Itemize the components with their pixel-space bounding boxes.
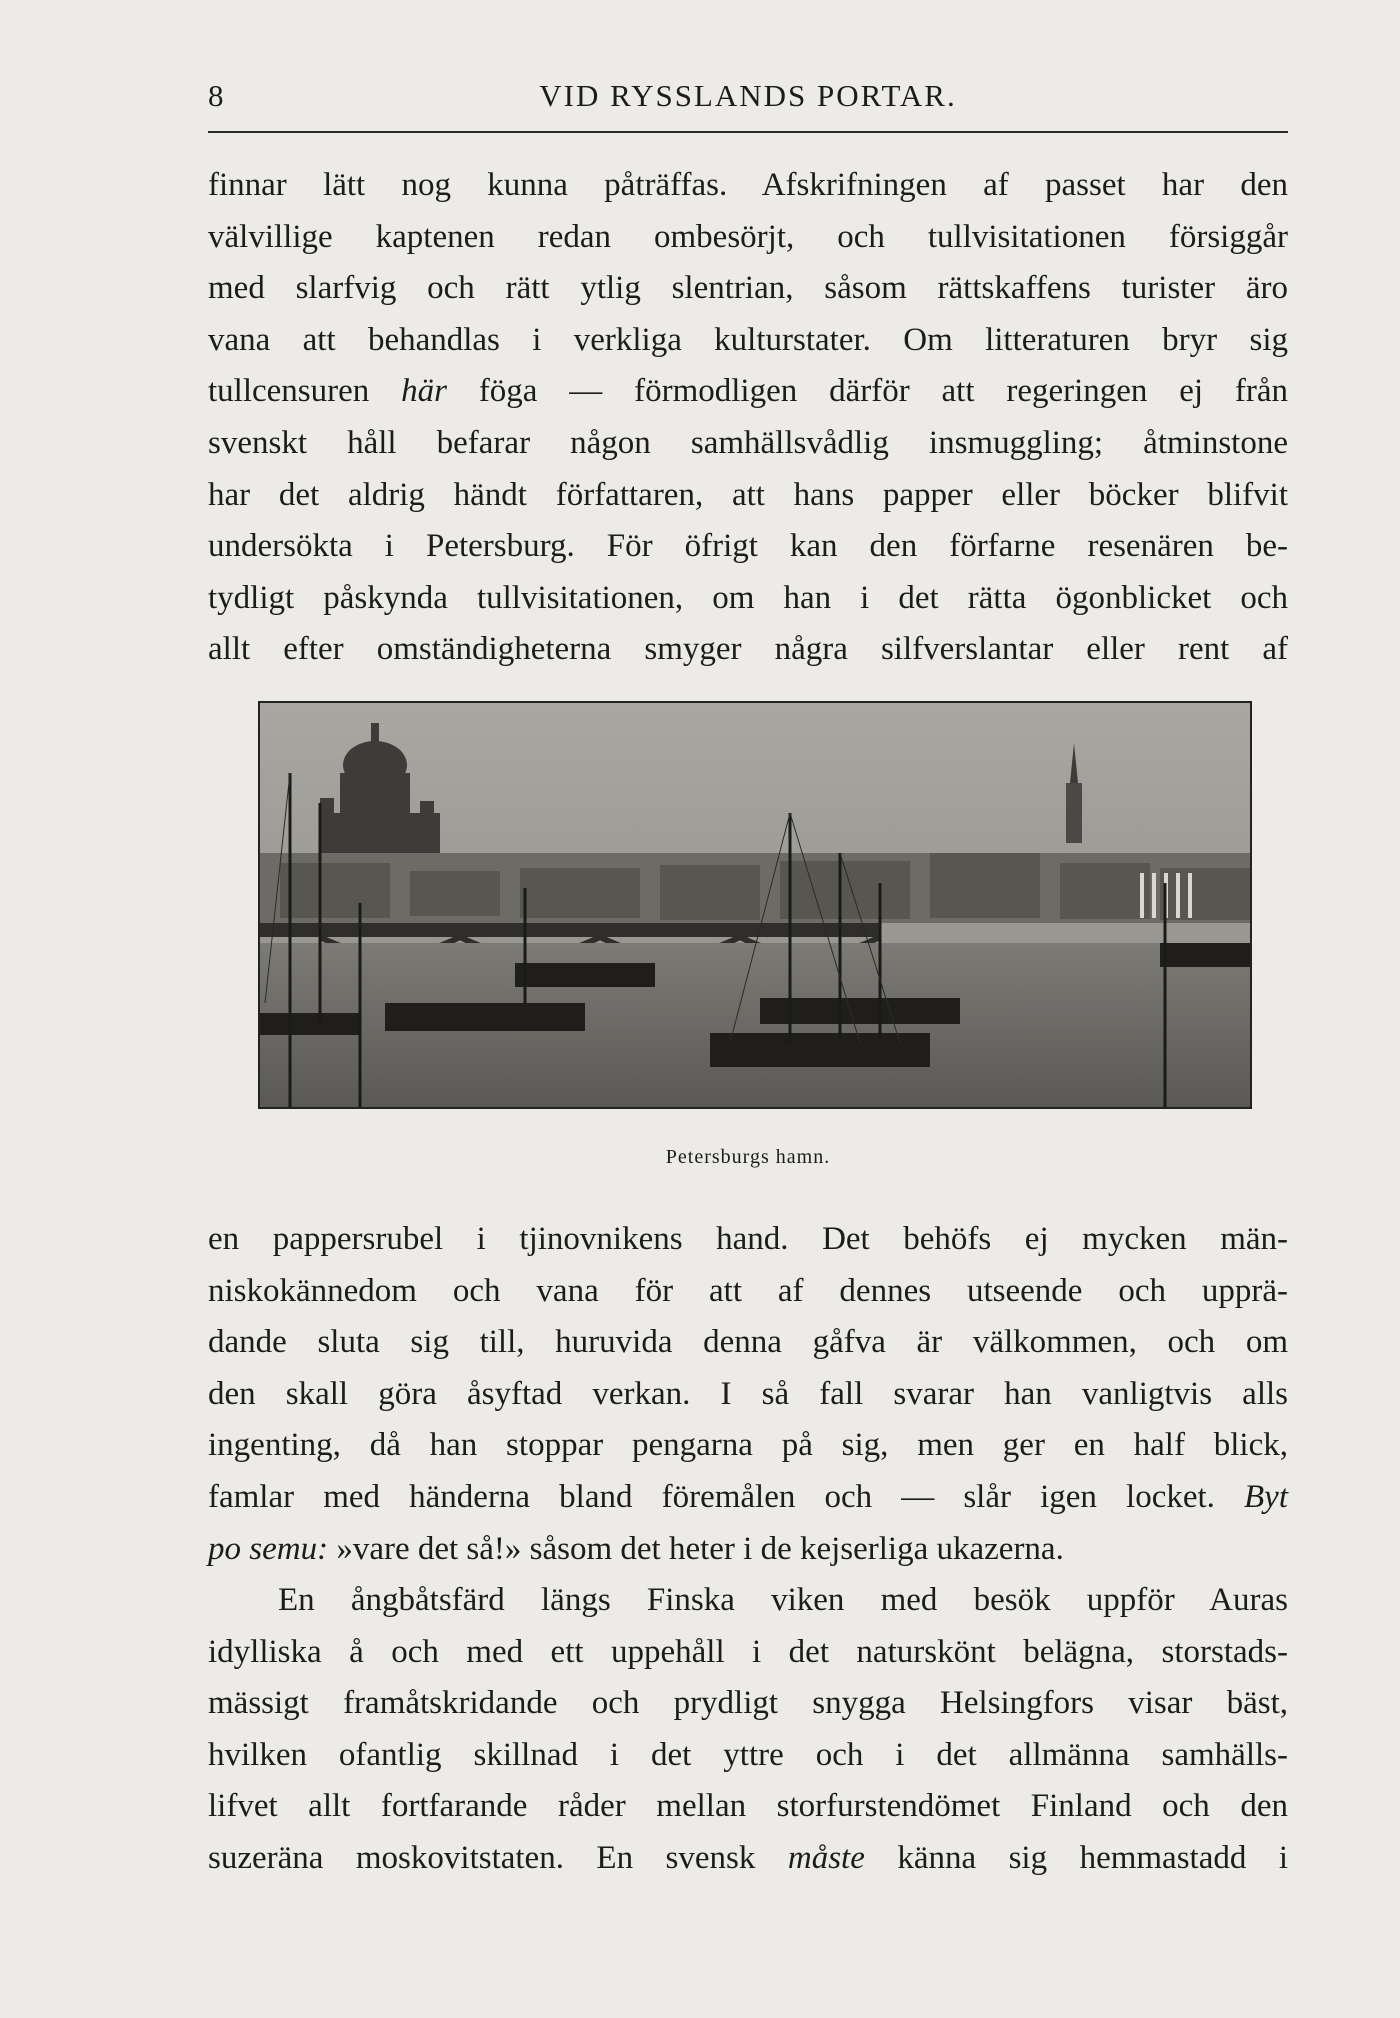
text-line: niskokännedom och vana för att af dennes utseende och upprä- bbox=[208, 1272, 1288, 1309]
paragraph-3 bbox=[208, 1575, 1288, 1885]
text-line: svenskt håll befarar någon samhällsvådlig insmuggling; åtminstone bbox=[208, 424, 1288, 461]
text-run: famlar med händerna bland föremålen och — slår igen locket. bbox=[208, 1478, 1215, 1515]
figure-caption: Petersburgs hamn. bbox=[665, 1146, 831, 1168]
text-line: välvillige kaptenen redan ombesörjt, och tullvisitationen försiggår bbox=[208, 218, 1288, 255]
running-title: VID RYSSLANDS PORTAR. bbox=[539, 78, 957, 113]
text-line: en pappersrubel i tjinovnikens hand. Det behöfs ej mycken män- bbox=[208, 1221, 1288, 1257]
text-line: vana att behandlas i verkliga kulturstater. Om litteraturen bryr sig bbox=[208, 321, 1288, 358]
text-line: tydligt påskynda tullvisitationen, om han i det rätta ögonblicket och bbox=[208, 579, 1288, 616]
text-line: mässigt framåtskridande och prydligt snygga Helsingfors visar bäst, bbox=[208, 1685, 1288, 1722]
text-line: lifvet allt fortfarande råder mellan storfurstendömet Finland och den bbox=[208, 1788, 1288, 1825]
text-line-with-italic bbox=[208, 1524, 1288, 1576]
italic-word: måste bbox=[787, 1839, 865, 1876]
text-line: ingenting, då han stoppar pengarna på sig, men ger en half blick, bbox=[208, 1427, 1288, 1464]
text-run: tullcensuren bbox=[208, 373, 370, 410]
italic-word: här bbox=[401, 373, 447, 410]
paragraph-1 bbox=[208, 160, 1288, 676]
text-line-with-italic bbox=[208, 1833, 1288, 1885]
text-line: allt efter omständigheterna smyger några silfverslantar eller rent af bbox=[208, 631, 1288, 668]
text-run: »vare det så!» såsom det heter i de kejserliga ukazerna. bbox=[336, 1530, 1064, 1567]
text-run: suzeräna moskovitstaten. En svensk bbox=[208, 1839, 756, 1876]
italic-phrase: po semu: bbox=[208, 1530, 329, 1567]
text-line: hvilken ofantlig skillnad i det yttre och i det allmänna samhälls- bbox=[208, 1736, 1288, 1773]
text-line: dande sluta sig till, huruvida denna gåfva är välkommen, och om bbox=[208, 1324, 1288, 1361]
text-line: idylliska å och med ett uppehåll i det naturskönt belägna, storstads- bbox=[208, 1633, 1288, 1670]
harbor-photograph bbox=[258, 701, 1252, 1109]
text-run: känna sig hemmastadd i bbox=[897, 1839, 1288, 1876]
text-run: föga — förmodligen därför att regeringen ej från bbox=[478, 373, 1289, 410]
text-line: En ångbåtsfärd längs Finska viken med besök uppför Auras bbox=[278, 1582, 1288, 1618]
page-number: 8 bbox=[208, 78, 225, 113]
text-line: den skall göra åsyftad verkan. I så fall svarar han vanligtvis alls bbox=[208, 1375, 1288, 1412]
page-header bbox=[208, 70, 1288, 120]
text-line: undersökta i Petersburg. För öfrigt kan den förfarne resenären be- bbox=[208, 528, 1288, 565]
paragraph-2 bbox=[208, 1214, 1288, 1575]
text-line: finnar lätt nog kunna påträffas. Afskrifningen af passet har den bbox=[208, 167, 1288, 203]
header-rule bbox=[208, 131, 1288, 133]
text-line-with-italic bbox=[208, 366, 1288, 418]
text-line-with-italic bbox=[208, 1472, 1288, 1524]
text-line: har det aldrig händt författaren, att hans papper eller böcker blifvit bbox=[208, 476, 1288, 513]
text-line: med slarfvig och rätt ytlig slentrian, såsom rättskaffens turister äro bbox=[208, 270, 1288, 307]
italic-word: Byt bbox=[1244, 1478, 1288, 1515]
